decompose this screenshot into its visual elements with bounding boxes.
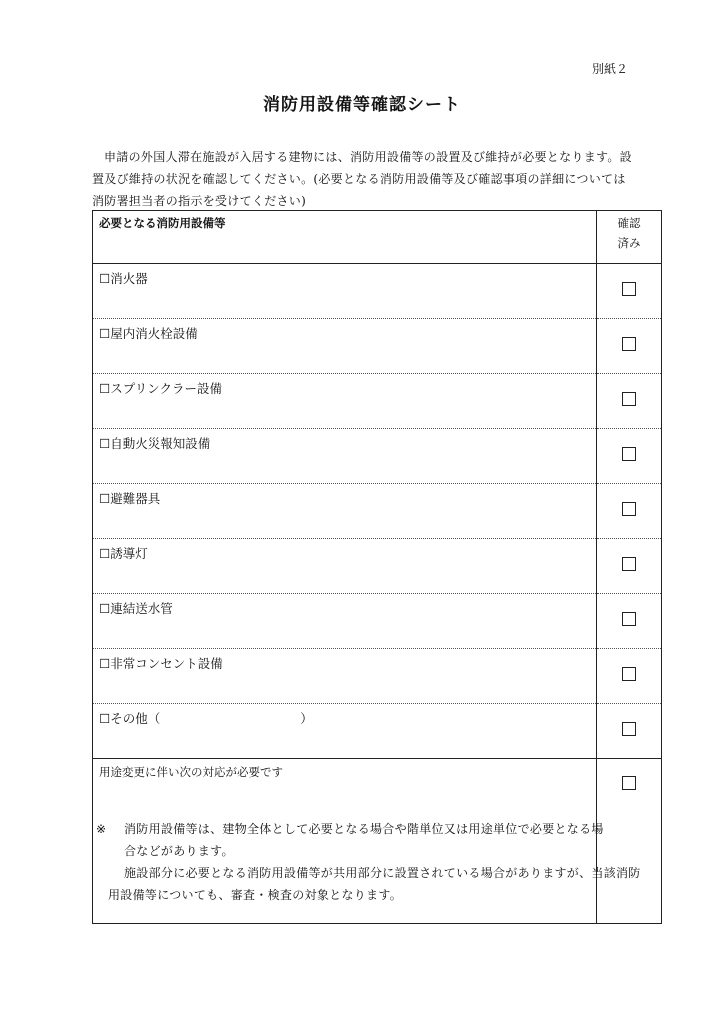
equipment-evacuation[interactable]: ☐避難器具 [93,484,597,539]
confirm-checkbox-standpipe[interactable] [622,612,636,626]
confirm-checkbox-indoor-hydrant[interactable] [622,337,636,351]
equipment-emergency-outlet[interactable]: ☐非常コンセント設備 [93,649,597,704]
confirm-checkbox-fire-alarm[interactable] [622,447,636,461]
equipment-fire-alarm[interactable]: ☐自動火災報知設備 [93,429,597,484]
confirm-checkbox-other[interactable] [622,722,636,736]
header-confirmed-line1: 確認 [617,216,641,230]
equipment-check-table [92,210,662,924]
confirm-checkbox-guide-light[interactable] [622,557,636,571]
confirm-checkbox-evacuation[interactable] [622,502,636,516]
table-header-row [93,211,662,264]
footnote-paragraph2: 施設部分に必要となる消防用設備等が共用部分に設置されている場合がありますが、当該消防用設備等についても、審査・検査の対象となります。 [108,866,641,902]
table-row [93,704,662,759]
page-title: 消防用設備等確認シート [263,95,461,115]
equipment-fire-extinguisher[interactable]: ☐消火器 [93,264,597,319]
confirm-checkbox-fire-extinguisher[interactable] [622,282,636,296]
header-equipment: 必要となる消防用設備等 [93,211,597,264]
equipment-sprinkler[interactable]: ☐スプリンクラー設備 [93,374,597,429]
header-confirmed [597,211,662,264]
table-row [93,649,662,704]
footnote [96,818,641,906]
footnote-mark: ※ [96,822,107,836]
footnote-line1: 消防用設備等は、建物全体として必要となる場合や階単位又は用途単位で必要となる場 [124,822,604,836]
table-row [93,429,662,484]
equipment-indoor-hydrant[interactable]: ☐屋内消火栓設備 [93,319,597,374]
other-close: ） [300,711,313,726]
equipment-guide-light[interactable]: ☐誘導灯 [93,539,597,594]
table-row [93,539,662,594]
other-label: ☐その他（ [99,711,161,726]
equipment-other[interactable] [93,704,597,759]
table-row [93,484,662,539]
header-confirmed-line2: 済み [617,236,641,250]
equipment-standpipe[interactable]: ☐連結送水管 [93,594,597,649]
table-row [93,319,662,374]
confirm-checkbox-usage-change[interactable] [622,776,636,790]
intro-paragraph: 申請の外国人滞在施設が入居する建物には、消防用設備等の設置及び維持が必要となります。設置及び維持の状況を確認してください。(必要となる消防用設備等及び確認事項の詳細については消防署担当者の指示を受けてください) [92,150,632,208]
footnote-line2: 合などがあります。 [124,844,234,858]
usage-change-note[interactable]: 用途変更に伴い次の対応が必要です [93,759,597,924]
table-row [93,594,662,649]
table-row [93,264,662,319]
table-row [93,374,662,429]
confirm-checkbox-emergency-outlet[interactable] [622,667,636,681]
annex-label: 別紙２ [591,62,628,76]
confirm-checkbox-sprinkler[interactable] [622,392,636,406]
